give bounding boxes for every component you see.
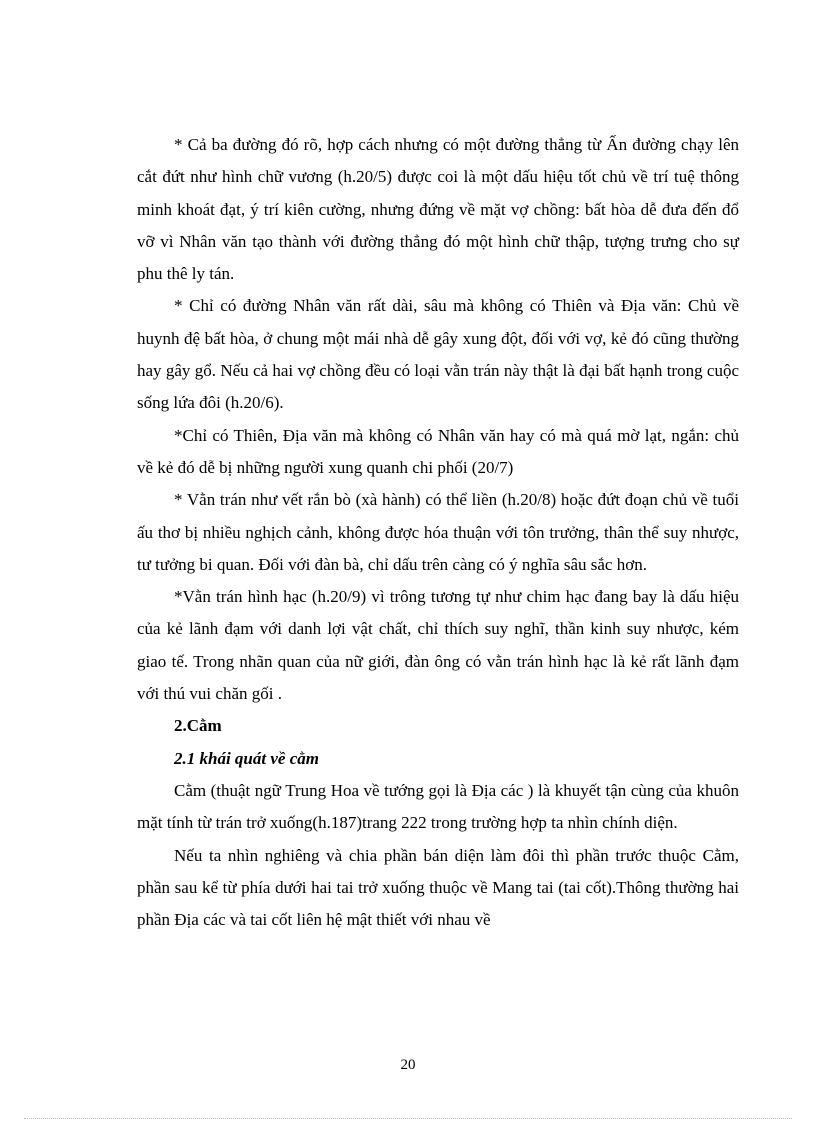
paragraph: * Vằn trán như vết rắn bò (xà hành) có thể liền (h.20/8) hoặc đứt đoạn chủ về tuổi ấu thơ bị nhiều nghịch cảnh, không được hóa thuận với tôn trưởng, thân thể suy nhược, tư tưởng bi quan. Đối với đàn bà, chỉ dấu trên càng có ý nghĩa sâu sắc hơn. — [137, 490, 739, 574]
subsection-heading: 2.1 khái quát về cằm — [174, 748, 319, 768]
paragraph: *Vằn trán hình hạc (h.20/9) vì trông tương tự như chim hạc đang bay là dấu hiệu của kẻ lãnh đạm với danh lợi vật chất, chỉ thích suy nghĩ, thần kinh suy nhược, kém giao tế. Trong nhãn quan của nữ giới, đàn ông có vằn trán hình hạc là kẻ rất lãnh đạm với thú vui chăn gối . — [137, 587, 739, 704]
page-bottom-divider — [24, 1118, 792, 1119]
page-number: 20 — [400, 1057, 416, 1073]
page-body — [137, 129, 739, 936]
paragraph: Cằm (thuật ngữ Trung Hoa về tướng gọi là Địa các ) là khuyết tận cùng của khuôn mặt tính từ trán trở xuống(h.187)trang 222 trong trường hợp ta nhìn chính diện. — [137, 780, 739, 833]
paragraph: * Cả ba đường đó rõ, hợp cách nhưng có một đường thẳng từ Ấn đường chạy lên cắt đứt như hình chữ vương (h.20/5) được coi là một dấu hiệu tốt chủ về trí tuệ thông minh khoát đạt, ý trí kiên cường, nhưng đứng về mặt vợ chồng: bất hòa dễ đưa đến đổ vỡ vì Nhân văn tạo thành với đường thẳng đó một hình chữ thập, tượng trưng cho sự phu thê ly tán. — [137, 135, 739, 284]
paragraph: Nếu ta nhìn nghiêng và chia phần bán diện làm đôi thì phần trước thuộc Cằm, phần sau kể từ phía dưới hai tai trở xuống thuộc về Mang tai (tai cốt).Thông thường hai phần Địa các và tai cốt liên hệ mật thiết với nhau về — [137, 845, 739, 930]
paragraph: *Chỉ có Thiên, Địa văn mà không có Nhân văn hay có mà quá mờ lạt, ngắn: chủ về kẻ đó dễ bị những người xung quanh chi phối (20/7) — [137, 425, 739, 477]
paragraph: * Chỉ có đường Nhân văn rất dài, sâu mà không có Thiên và Địa văn: Chủ về huynh đệ bất hòa, ở chung một mái nhà dễ gây xung đột, đối với vợ, kẻ đó cũng thường hay gây gổ. Nếu cả hai vợ chồng đều có loại vằn trán này thật là đại bất hạnh trong cuộc sống lứa đôi (h.20/6). — [137, 296, 739, 413]
section-heading: 2.Cằm — [174, 716, 222, 736]
